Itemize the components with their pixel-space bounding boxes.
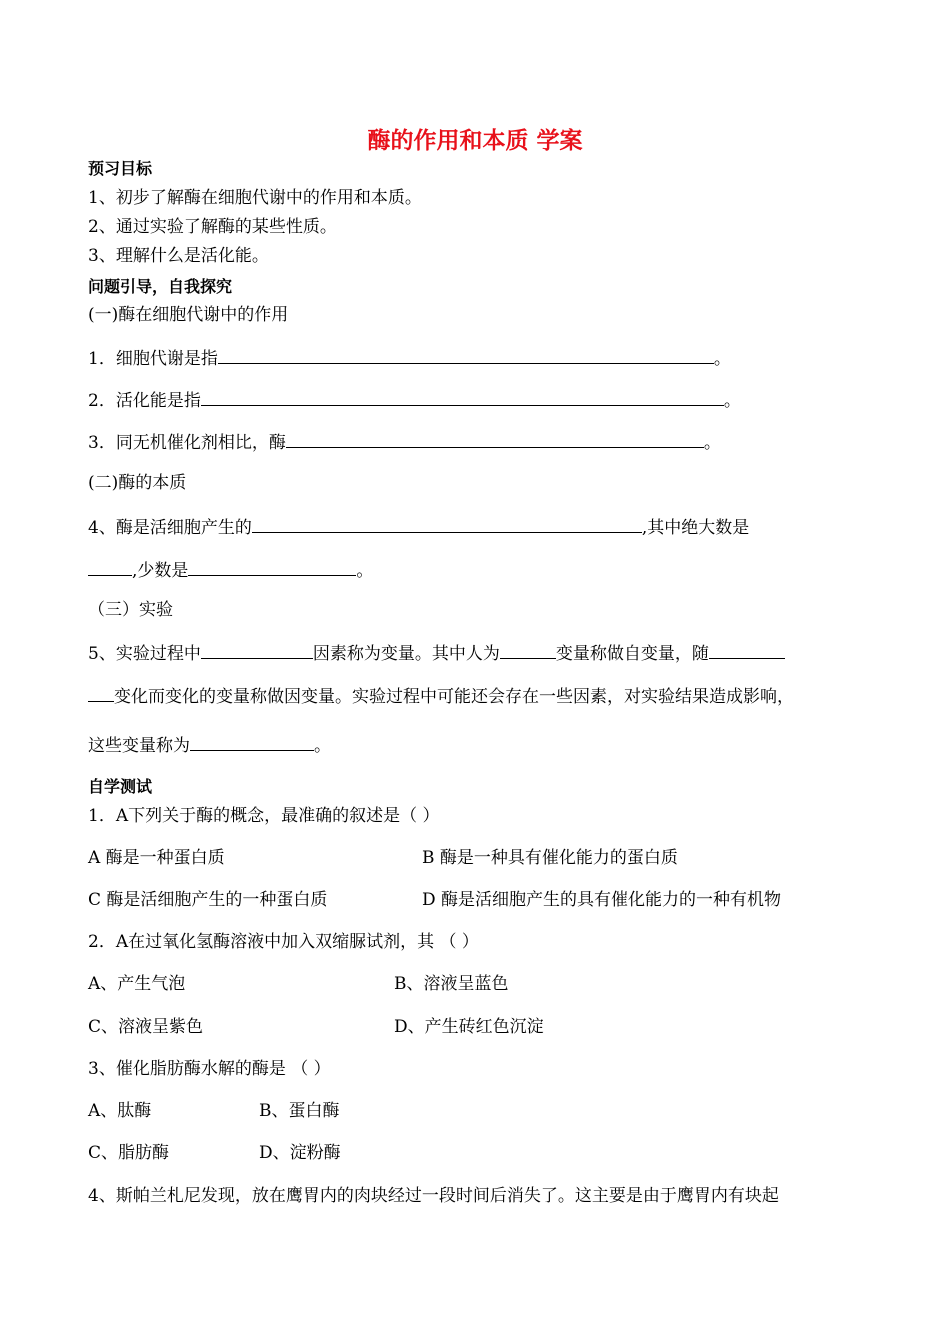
answer-blank[interactable] [286,430,704,448]
question-5-line-3 [88,733,331,757]
period: 。 [703,433,721,453]
question-3-text: 3．同无机催化剂相比，酶 [88,433,286,453]
answer-blank[interactable] [201,641,313,659]
preview-item-1: 1、初步了解酶在细胞代谢中的作用和本质。 [88,188,422,208]
test-q2-option-a[interactable]: A、产生气泡 [88,974,186,994]
period: 。 [356,561,374,581]
question-3 [88,430,721,454]
period: 。 [314,736,331,756]
test-q3-option-c[interactable]: C、脂肪酶 [88,1143,170,1163]
test-q2-option-c[interactable]: C、溶液呈紫色 [88,1017,204,1037]
question-2-text: 2．活化能是指 [88,391,201,411]
question-1-text: 1．细胞代谢是指 [88,349,218,369]
test-q2-option-b[interactable]: B、溶液呈蓝色 [394,974,509,994]
test-q2-stem: 2．A在过氧化氢酶溶液中加入双缩脲试剂，其 （ ） [88,932,479,952]
question-4-line-1 [88,515,749,539]
question-4-line-2 [88,558,373,582]
question-5-line-2 [88,684,794,708]
period: 。 [713,349,731,369]
selftest-heading: 自学测试 [88,777,153,796]
answer-blank[interactable] [201,388,724,406]
question-5-text: 5、实验过程中 [88,644,201,664]
answer-blank[interactable] [188,558,356,576]
preview-item-2: 2、通过实验了解酶的某些性质。 [88,217,337,237]
test-q4-stem: 4、斯帕兰札尼发现，放在鹰胃内的肉块经过一段时间后消失了。这主要是由于鹰胃内有块起 [88,1186,779,1206]
test-q3-stem: 3、催化脂肪酶水解的酶是 （ ） [88,1059,331,1079]
question-5-line-1 [88,641,785,665]
question-5-text-2: 因素称为变量。其中人为 [312,644,500,664]
answer-blank[interactable] [709,641,785,659]
test-q1-option-d[interactable]: D 酶是活细胞产生的具有催化能力的一种有机物 [422,890,782,910]
page-title: 酶的作用和本质 学案 [367,128,583,154]
question-4-text: 4、酶是活细胞产生的 [88,518,252,538]
test-q3-option-a[interactable]: A、肽酶 [88,1101,152,1121]
test-q3-option-d[interactable]: D、淀粉酶 [259,1143,341,1163]
question-5-text-3: 变量称做自变量，随 [555,644,709,664]
question-4-text-2: ,其中绝大数是 [641,518,750,538]
preview-item-3: 3、理解什么是活化能。 [88,246,269,266]
answer-blank[interactable] [88,684,114,702]
answer-blank[interactable] [190,733,314,751]
period: 。 [723,391,741,411]
question-5-text-5: 这些变量称为 [88,736,190,756]
question-2 [88,388,741,412]
test-q1-option-a[interactable]: A 酶是一种蛋白质 [88,848,225,868]
question-5-text-4: 变化而变化的变量称做因变量。实验过程中可能还会存在一些因素，对实验结果造成影响， [114,687,794,707]
test-q1-option-b[interactable]: B 酶是一种具有催化能力的蛋白质 [422,848,678,868]
answer-blank[interactable] [252,515,642,533]
test-q2-option-d[interactable]: D、产生砖红色沉淀 [394,1017,544,1037]
section-2-heading: (二)酶的本质 [88,473,187,493]
test-q1-stem: 1．A下列关于酶的概念，最准确的叙述是（ ） [88,806,440,826]
inquiry-heading: 问题引导，自我探究 [88,277,233,296]
question-4-text-3: ,少数是 [132,561,189,581]
section-3-heading: （三）实验 [88,600,173,620]
answer-blank[interactable] [88,558,132,576]
answer-blank[interactable] [500,641,556,659]
section-1-heading: (一)酶在细胞代谢中的作用 [88,305,289,325]
question-1 [88,346,731,370]
test-q3-option-b[interactable]: B、蛋白酶 [259,1101,340,1121]
test-q1-option-c[interactable]: C 酶是活细胞产生的一种蛋白质 [88,890,328,910]
preview-heading: 预习目标 [88,159,153,178]
answer-blank[interactable] [218,346,714,364]
